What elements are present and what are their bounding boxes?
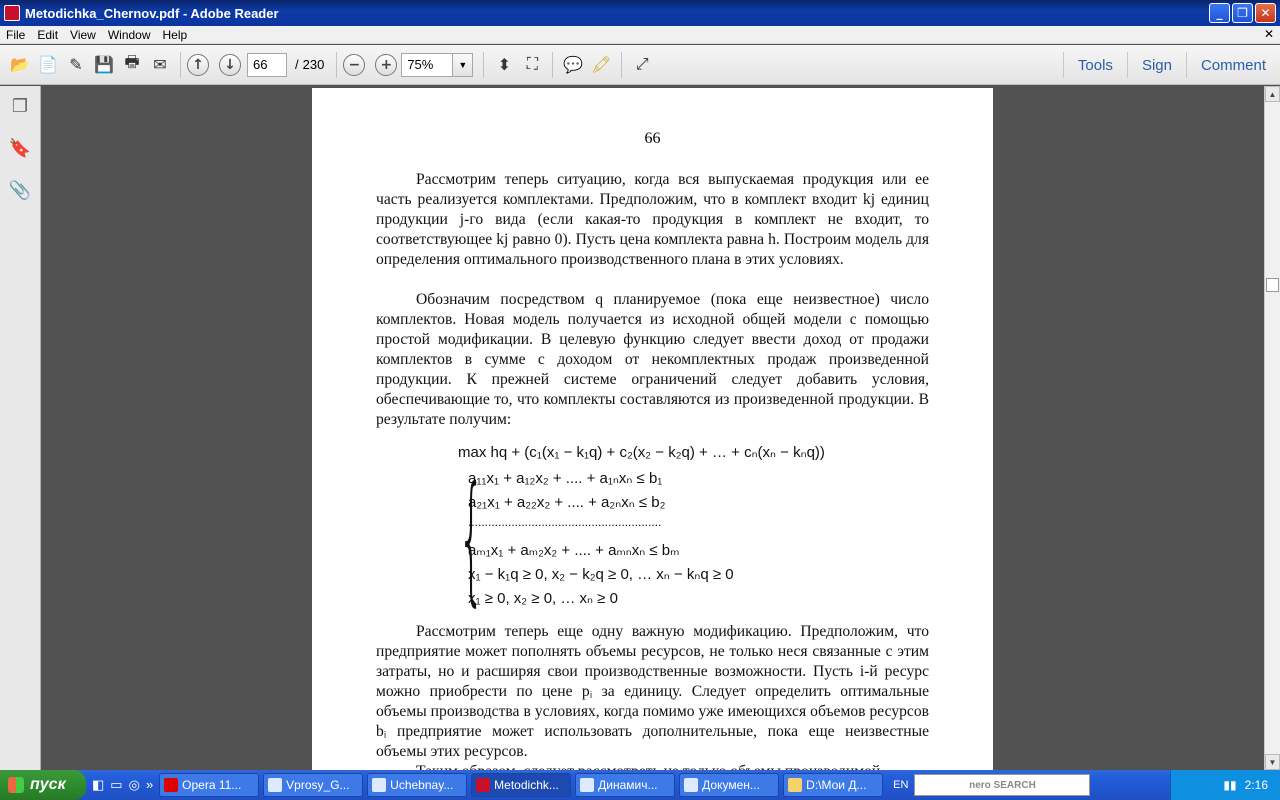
quick-launch <box>92 777 153 793</box>
start-label: пуск <box>30 776 66 793</box>
read-mode-icon[interactable]: ⤢ <box>635 55 649 73</box>
open-icon[interactable]: 📂 <box>10 56 30 74</box>
menu-file[interactable]: File <box>6 27 26 42</box>
language-indicator[interactable]: EN <box>893 779 909 791</box>
quicklaunch-more-icon[interactable]: » <box>145 777 154 792</box>
menu-edit[interactable]: Edit <box>37 27 59 42</box>
scroll-thumb[interactable] <box>1266 278 1279 292</box>
menu-bar <box>0 26 1280 44</box>
constraint-nonneg: x₁ ≥ 0, x₂ ≥ 0, … xₙ ≥ 0 <box>468 590 618 607</box>
objective-function: max hq + (c₁(x₁ − k₁q) + c₂(x₂ − k₂q) + … + cₙ(xₙ − kₙq)) <box>458 444 825 461</box>
vertical-scrollbar[interactable] <box>1264 86 1280 770</box>
quicklaunch-app-icon[interactable]: ◎ <box>128 777 140 792</box>
pages-icon[interactable]: ❐ <box>11 95 29 116</box>
email-icon[interactable]: ✉ <box>153 56 167 74</box>
toolbar <box>0 45 1280 85</box>
tools-button[interactable]: Tools <box>1063 52 1127 78</box>
constraint-1: a₁₁x₁ + a₁₂x₂ + .... + a₁ₙxₙ ≤ b₁ <box>468 470 663 487</box>
word-icon <box>580 778 594 792</box>
edit-icon[interactable]: ✎ <box>69 56 83 74</box>
menu-view[interactable]: View <box>70 27 96 42</box>
windows-flag-icon <box>8 777 24 793</box>
folder-icon <box>788 778 802 792</box>
taskbar <box>0 770 1280 800</box>
pdf-page <box>312 88 993 788</box>
fit-width-icon[interactable]: ⛶ <box>526 55 538 73</box>
constraint-2: a₂₁x₁ + a₂₂x₂ + .... + a₂ₙxₙ ≤ b₂ <box>468 494 666 511</box>
task-opera[interactable]: Opera 11... <box>159 773 259 797</box>
window-title: Metodichka_Chernov.pdf - Adobe Reader <box>25 5 279 21</box>
menu-help[interactable]: Help <box>162 27 188 42</box>
adobe-reader-icon <box>4 5 20 21</box>
zoom-dropdown-icon[interactable]: ▼ <box>453 53 473 77</box>
close-button[interactable]: ✕ <box>1255 3 1276 23</box>
title-bar <box>0 0 1280 26</box>
sign-button[interactable]: Sign <box>1127 52 1186 78</box>
constraints-system <box>458 457 758 620</box>
next-page-icon[interactable]: ↓ <box>219 54 241 76</box>
word-icon <box>268 778 282 792</box>
prev-page-icon[interactable]: ↑ <box>187 54 209 76</box>
quicklaunch-explorer-icon[interactable]: ◧ <box>92 777 105 792</box>
page-number-label: 66 <box>644 130 661 147</box>
task-word-4[interactable]: Докумен... <box>679 773 779 797</box>
zoom-out-icon[interactable]: − <box>343 54 365 76</box>
system-tray <box>1170 770 1280 800</box>
network-icon[interactable]: ▮▮ <box>1223 778 1237 792</box>
highlight-icon[interactable]: 🖍 <box>591 56 612 74</box>
document-viewer[interactable] <box>41 86 1264 770</box>
bookmarks-icon[interactable]: 🔖 <box>8 137 32 158</box>
word-icon <box>372 778 386 792</box>
task-word-3[interactable]: Динамич... <box>575 773 675 797</box>
clock[interactable]: 2:16 <box>1244 778 1268 792</box>
page-number-input[interactable] <box>247 53 287 77</box>
constraint-ellipsis: .......................................................... <box>468 515 662 529</box>
sticky-note-icon[interactable]: 💬 <box>563 56 584 74</box>
task-adobe-reader[interactable]: Metodichk... <box>471 773 571 797</box>
constraint-m: aₘ₁x₁ + aₘ₂x₂ + .... + aₘₙxₙ ≤ bₘ <box>468 542 680 559</box>
save-icon[interactable]: 💾 <box>94 56 114 74</box>
scroll-down-icon[interactable]: ▼ <box>1265 754 1280 770</box>
brace-symbol: { <box>458 457 485 620</box>
task-word-2[interactable]: Uchebnay... <box>367 773 467 797</box>
page-total: 230 <box>302 57 325 72</box>
start-button[interactable] <box>0 770 86 800</box>
paragraph-1: Рассмотрим теперь ситуацию, когда вся выпускаемая продукция или ее часть реализуется комплектами. Предположим, что в комплект входит kj единиц продукции j-го вида (если какая-то продукция в комплект не входит, то соответствующее kj равно 0). Пусть цена комплекта равна h. Построим модель для определения оптимального производственного плана в этих условиях. <box>376 171 929 268</box>
print-icon[interactable]: 🖶 <box>124 54 140 71</box>
comment-button[interactable]: Comment <box>1186 52 1280 78</box>
minimize-button[interactable]: _ <box>1209 3 1230 23</box>
task-word-1[interactable]: Vprosy_G... <box>263 773 363 797</box>
paragraph-3: Рассмотрим теперь еще одну важную модификацию. Предположим, что предприятие может пополнять объемы ресурсов, не только неся связанные с этим затраты, но и расширяя свои производственные возможности. Пусть i-й ресурс можно приобрести по цене pᵢ за единицу. Следует определить оптимальные объемы производства в условиях, когда помимо уже имеющихся объемов ресурсов bᵢ предприятие может использовать дополнительные, пока еще неизвестные объемы этих ресурсов. <box>376 623 929 760</box>
word-icon <box>684 778 698 792</box>
adobe-icon <box>476 778 490 792</box>
zoom-in-icon[interactable]: + <box>375 54 397 76</box>
menu-window[interactable]: Window <box>107 27 151 42</box>
nero-search-box[interactable]: nero SEARCH <box>914 774 1090 796</box>
create-pdf-icon[interactable]: 📄 <box>38 56 58 74</box>
attachments-icon[interactable]: 📎 <box>8 179 32 200</box>
zoom-input[interactable] <box>401 53 453 77</box>
scroll-up-icon[interactable]: ▲ <box>1265 86 1280 102</box>
constraint-sets: x₁ − k₁q ≥ 0, x₂ − k₂q ≥ 0, … xₙ − kₙq ≥ 0 <box>468 566 734 583</box>
document-close-icon[interactable]: ✕ <box>1263 27 1274 41</box>
navigation-panel <box>0 86 41 770</box>
maximize-button[interactable]: ❐ <box>1232 3 1253 23</box>
opera-icon <box>164 778 178 792</box>
quicklaunch-desktop-icon[interactable]: ▭ <box>110 777 123 792</box>
task-folder[interactable]: D:\Мои Д... <box>783 773 883 797</box>
paragraph-2: Обозначим посредством q планируемое (пока еще неизвестное) число комплектов. Новая модель получается из исходной общей модели с помощью простой модификации. В целевую функцию следует ввести доход от продажи комплектов в сумме с доходом от некомплектных продаж произведенной продукции. К прежней системе ограничений следует добавить условия, обеспечивающие то, что комплекты составляются из произведенной продукции. В результате получим: <box>376 291 929 428</box>
page-separator: / <box>295 57 299 72</box>
fit-page-icon[interactable]: ⬍ <box>497 56 512 74</box>
